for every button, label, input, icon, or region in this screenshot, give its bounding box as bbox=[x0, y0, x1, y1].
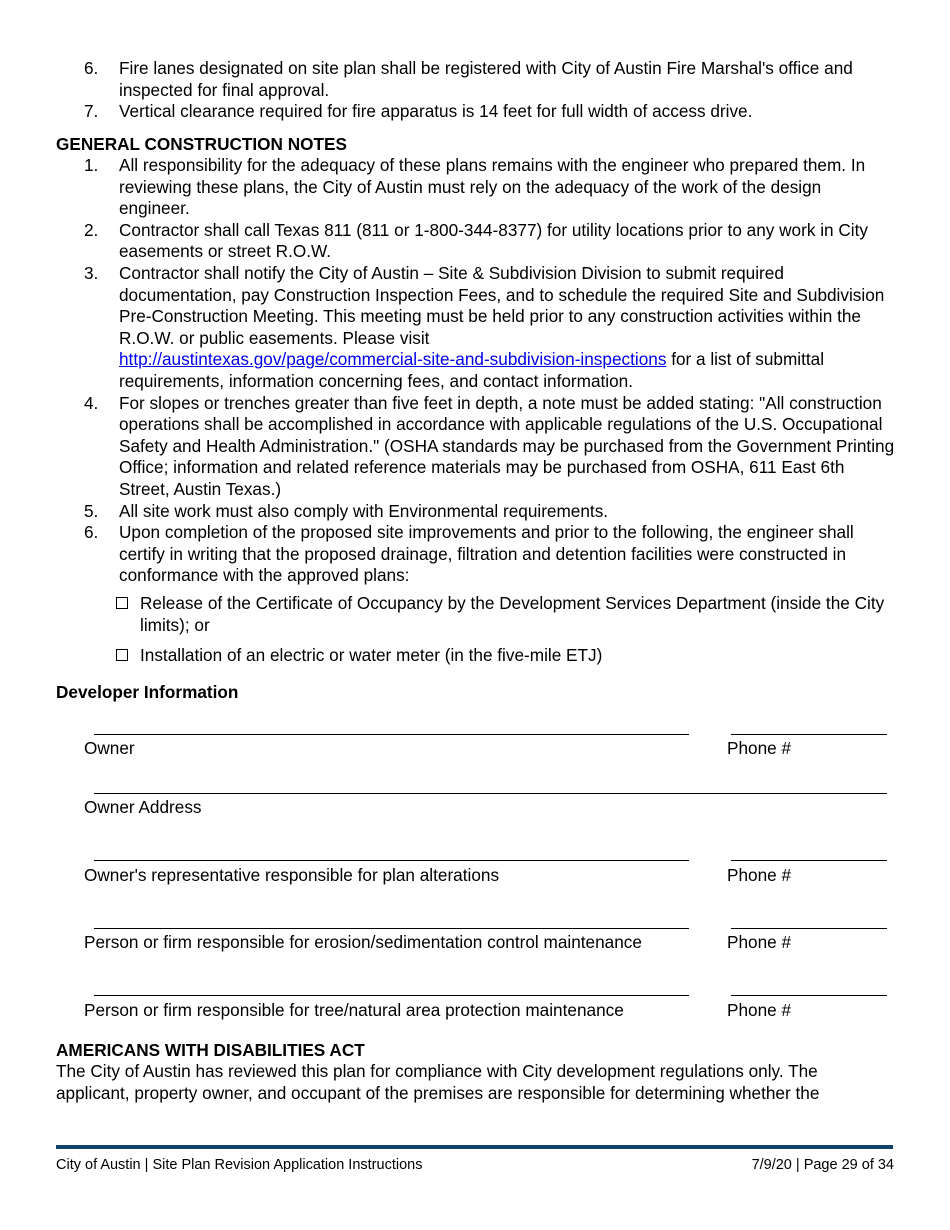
section-heading-ada: AMERICANS WITH DISABILITIES ACT bbox=[56, 1040, 365, 1060]
representative-phone-input-line[interactable] bbox=[731, 860, 887, 861]
list-text: All responsibility for the adequacy of these plans remains with the engineer who prepared them. In reviewing these plans, the City of Austin must rely on the adequacy of the work of the design engineer. bbox=[119, 155, 866, 219]
representative-phone-label: Phone # bbox=[727, 865, 792, 885]
checkbox-label: Installation of an electric or water meter (in the five-mile ETJ) bbox=[140, 645, 603, 665]
erosion-phone-input-line[interactable] bbox=[731, 928, 887, 929]
footer-rule bbox=[56, 1145, 893, 1149]
checkbox-meter-installation[interactable] bbox=[116, 649, 128, 661]
fire-lane-notes-list bbox=[56, 58, 896, 123]
list-text: All site work must also comply with Environmental requirements. bbox=[119, 500, 609, 521]
list-text: Upon completion of the proposed site improvements and prior to the following, the engineer shall certify in writing that the proposed drainage, filtration and detention facilities were constructed in conformance with the approved plans: bbox=[119, 522, 854, 586]
list-item bbox=[56, 522, 896, 587]
representative-label: Owner's representative responsible for plan alterations bbox=[84, 865, 500, 885]
list-text: Contractor shall notify the City of Austin – Site & Subdivision Division to submit required documentation, pay Construction Inspection Fees, and to schedule the required Site and Subdivision Pre-Construction Meeting. This meeting must be held prior to any construction activities within the R.O.W. or public easements. Please visit bbox=[119, 262, 885, 348]
inspections-link[interactable]: http://austintexas.gov/page/commercial-site-and-subdivision-inspections bbox=[119, 349, 667, 370]
checkbox-row-certificate-of-occupancy bbox=[116, 593, 896, 636]
owner-label: Owner bbox=[84, 738, 135, 758]
list-text: Fire lanes designated on site plan shall be registered with City of Austin Fire Marshal's office and inspected for final approval. bbox=[119, 58, 853, 100]
list-item bbox=[56, 58, 896, 101]
list-number: 6. bbox=[84, 522, 99, 543]
list-number: 1. bbox=[84, 155, 99, 175]
list-item bbox=[56, 263, 896, 393]
checkbox-label: Release of the Certificate of Occupancy by the Development Services Department (inside the City limits); or bbox=[140, 593, 885, 635]
owner-phone-label: Phone # bbox=[727, 738, 792, 758]
list-item bbox=[56, 501, 896, 523]
list-item bbox=[56, 101, 896, 123]
list-number: 7. bbox=[84, 101, 99, 122]
erosion-phone-label: Phone # bbox=[727, 932, 792, 952]
list-text: For slopes or trenches greater than five feet in depth, a note must be added stating: "All construction operations shall be accomplished in accordance with applicable regulations of the U.S. Occupational Safety and Health Administration." (OSHA standards may be purchased from the Government Printing Office; information and related reference materials may be purchased from OSHA, 611 East 6th Street, Austin Texas.) bbox=[119, 392, 895, 499]
list-item bbox=[56, 220, 896, 263]
tree-input-line[interactable] bbox=[94, 995, 689, 996]
list-item bbox=[56, 393, 896, 501]
list-number: 3. bbox=[84, 262, 99, 283]
ada-paragraph: The City of Austin has reviewed this plan for compliance with City development regulations only. The applicant, property owner, and occupant of the premises are responsible for determining whether the bbox=[56, 1061, 820, 1103]
checkbox-row-meter-installation bbox=[116, 645, 896, 667]
erosion-label: Person or firm responsible for erosion/sedimentation control maintenance bbox=[84, 932, 642, 952]
list-text: Contractor shall call Texas 811 (811 or 1-800-344-8377) for utility locations prior to any work in City easements or street R.O.W. bbox=[119, 219, 868, 262]
list-text: Vertical clearance required for fire apparatus is 14 feet for full width of access drive. bbox=[119, 101, 753, 122]
section-heading-developer-information: Developer Information bbox=[56, 682, 239, 702]
list-number: 4. bbox=[84, 392, 99, 413]
tree-phone-input-line[interactable] bbox=[731, 995, 887, 996]
tree-label: Person or firm responsible for tree/natural area protection maintenance bbox=[84, 1000, 624, 1020]
owner-address-input-line[interactable] bbox=[94, 793, 887, 794]
owner-input-line[interactable] bbox=[94, 734, 689, 735]
footer-document-title: City of Austin | Site Plan Revision Application Instructions bbox=[56, 1157, 423, 1173]
list-number: 2. bbox=[84, 219, 99, 240]
owner-address-label: Owner Address bbox=[84, 797, 202, 817]
list-text-continued: for a list of submittal requirements, information concerning fees, and contact information. bbox=[119, 349, 825, 391]
owner-phone-input-line[interactable] bbox=[731, 734, 887, 735]
list-item bbox=[56, 155, 896, 220]
section-heading-general-construction-notes: GENERAL CONSTRUCTION NOTES bbox=[56, 134, 347, 154]
checkbox-certificate-of-occupancy[interactable] bbox=[116, 597, 128, 609]
list-number: 5. bbox=[84, 500, 99, 521]
representative-input-line[interactable] bbox=[94, 860, 689, 861]
footer-page-number: 7/9/20 | Page 29 of 34 bbox=[751, 1157, 894, 1173]
erosion-input-line[interactable] bbox=[94, 928, 689, 929]
general-construction-notes-list bbox=[56, 155, 896, 587]
list-number: 6. bbox=[84, 58, 99, 78]
tree-phone-label: Phone # bbox=[727, 1000, 792, 1020]
